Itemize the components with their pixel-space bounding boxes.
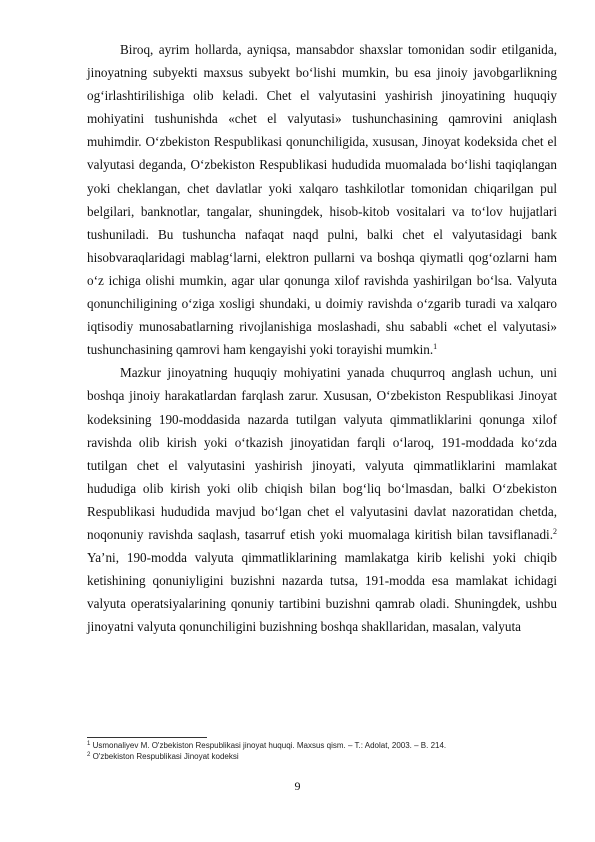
paragraph-2 — [87, 361, 557, 638]
paragraph-2-text-after: Ya’ni, 190-modda valyuta qimmatliklarining mamlakatga kirib kelishi yoki chiqib ketishining qonuniyligini buzishni nazarda tutsa, 191-modda esa mamlakat ichidagi valyuta operatsiyalarining qonuniy tartibini buzishni qamrab oladi. Shuningdek, ushbu jinoyatni valyuta qonunchiligini buzishning boshqa shakllaridan, masalan, valyuta — [87, 550, 557, 635]
body-text — [87, 38, 557, 638]
footnote-2-text: O'zbekiston Respublikasi Jinoyat kodeksi — [92, 752, 239, 761]
paragraph-1 — [87, 38, 557, 361]
footnote-2 — [87, 751, 557, 762]
footnote-separator — [87, 737, 207, 738]
footnote-ref-1[interactable]: 1 — [433, 342, 438, 352]
footnote-ref-2[interactable]: 2 — [553, 526, 557, 536]
footnote-1-text: Usmonaliyev M. O'zbekiston Respublikasi jinoyat huquqi. Maxsus qism. – T.: Adolat, 2003. – B. 214. — [92, 741, 447, 750]
page-number: 9 — [294, 779, 301, 793]
footnote-2-number: 2 — [87, 752, 91, 758]
footnote-1-number: 1 — [87, 741, 91, 747]
footnote-1 — [87, 740, 557, 751]
paragraph-2-text: Mazkur jinoyatning huquqiy mohiyatini yanada chuqurroq anglash uchun, uni boshqa jinoiy harakatlardan farqlash zarur. Xususan, O‘zbekiston Respublikasi Jinoyat kodeksining 190-moddasida nazarda tutilgan valyuta qimmatliklarini qonunga xilof ravishda olib kirish yoki o‘tkazish jinoyatidan farqli o‘laroq, 191-moddada ko‘zda tutilgan chet el valyutasini yashirish jinoyati, valyuta qimmatliklarini mamlakat hududiga olib kirish yoki olib chiqish bilan bog‘liq bo‘lmasdan, balki O‘zbekiston Respublikasi hududida mavjud bo‘lgan chet el valyutasini davlat nazoratidan chetda, noqonuniy ravishda saqlash, tasarruf etish yoki muomalaga kiritish bilan tavsiflanadi. — [87, 365, 557, 542]
footnotes — [87, 740, 557, 762]
paragraph-1-text: Biroq, ayrim hollarda, ayniqsa, mansabdor shaxslar tomonidan sodir etilganida, jinoyatning subyekti maxsus subyekt bo‘lishi mumkin, bu esa jinoiy javobgarlikning og‘irlashtirilishiga olib keladi. Chet el valyutasini yashirish jinoyatining huquqiy mohiyatini tushunishda «chet el valyutasi» tushunchasining qamrovini aniqlash muhimdir. O‘zbekiston Respublikasi qonunchiligida, xususan, Jinoyat kodeksida chet el valyutasi deganda, O‘zbekiston Respublikasi hududida muomalada bo‘lishi taqiqlangan yoki cheklangan, chet davlatlar yoki xalqaro tashkilotlar tomonidan chiqarilgan pul belgilari, banknotlar, tangalar, shuningdek, hisob-kitob vositalari va to‘lov hujjatlari tushuniladi. Bu tushuncha nafaqat naqd pulni, balki chet el valyutasidagi bank hisobvaraqlaridagi mablag‘larni, elektron pullarni va boshqa qiymatli qog‘ozlarni ham o‘z ichiga olishi mumkin, agar ular qonunga xilof ravishda yashirilgan bo‘lsa. Valyuta qonunchiligining o‘ziga xosligi shundaki, u doimiy ravishda o‘zgarib turadi va xalqaro iqtisodiy munosabatlarning rivojlanishiga moslashadi, shu sababli «chet el valyutasi» tushunchasining qamrovi ham kengayishi yoki torayishi mumkin. — [87, 42, 557, 358]
